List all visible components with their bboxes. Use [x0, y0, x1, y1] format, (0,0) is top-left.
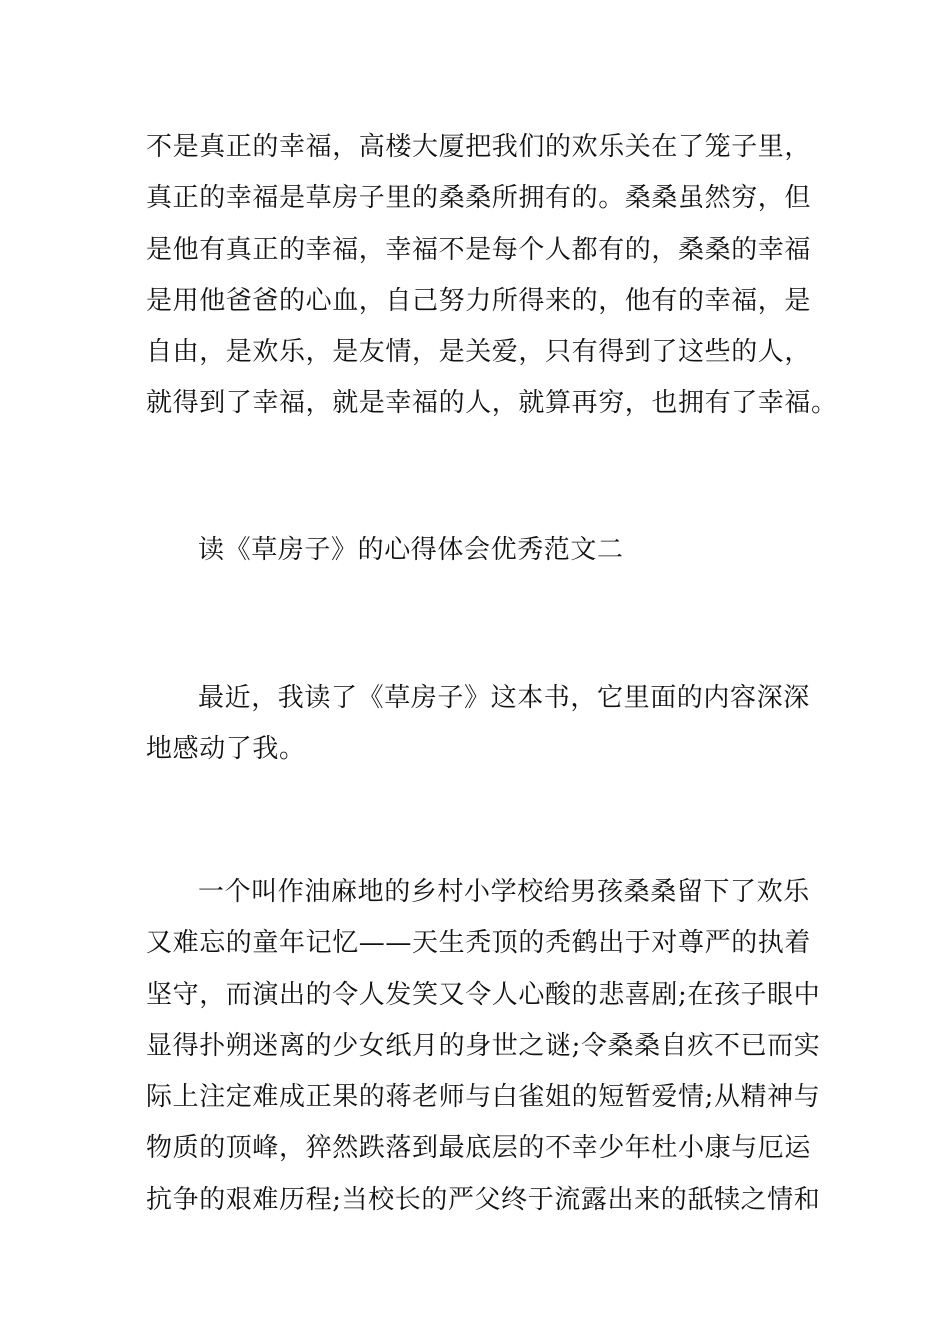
- text-line: 又难忘的童年记忆——天生秃顶的秃鹤出于对尊严的执着: [146, 928, 812, 959]
- text-line: 最近，我读了《草房子》这本书，它里面的内容深深: [198, 683, 810, 713]
- text-line: 不是真正的幸福，高楼大厦把我们的欢乐关在了笼子里，: [146, 132, 812, 162]
- text-line: 物质的顶峰，猝然跌落到最底层的不幸少年杜小康与厄运: [146, 1133, 812, 1164]
- text-line: 就得到了幸福，就是幸福的人，就算再穷，也拥有了幸福。: [146, 388, 838, 419]
- text-line: 际上注定难成正果的蒋老师与白雀姐的短暂爱情;从精神与: [146, 1082, 821, 1113]
- section-heading: 读《草房子》的心得体会优秀范文二: [198, 535, 624, 565]
- text-line: 抗争的艰难历程;当校长的严父终于流露出来的舐犊之情和: [146, 1184, 821, 1215]
- text-line: 是用他爸爸的心血，自己努力所得来的，他有的幸福，是: [146, 285, 812, 316]
- text-line: 显得扑朔迷离的少女纸月的身世之谜;令桑桑自疚不已而实: [146, 1030, 821, 1061]
- text-line: 是他有真正的幸福，幸福不是每个人都有的，桑桑的幸福: [146, 234, 812, 265]
- text-line: 坚守，而演出的令人发笑又令人心酸的悲喜剧;在孩子眼中: [146, 979, 821, 1010]
- section-heading-block: [146, 525, 826, 576]
- paragraph-3: [146, 867, 826, 1226]
- text-line: 一个叫作油麻地的乡村小学校给男孩桑桑留下了欢乐: [198, 877, 810, 907]
- paragraph-1: [146, 122, 838, 430]
- text-line: 真正的幸福是草房子里的桑桑所拥有的。桑桑虽然穷，但: [146, 183, 812, 214]
- text-line: 地感动了我。: [146, 734, 306, 765]
- paragraph-2: [146, 673, 826, 776]
- text-line: 自由，是欢乐，是友情，是关爱，只有得到了这些的人，: [146, 337, 812, 368]
